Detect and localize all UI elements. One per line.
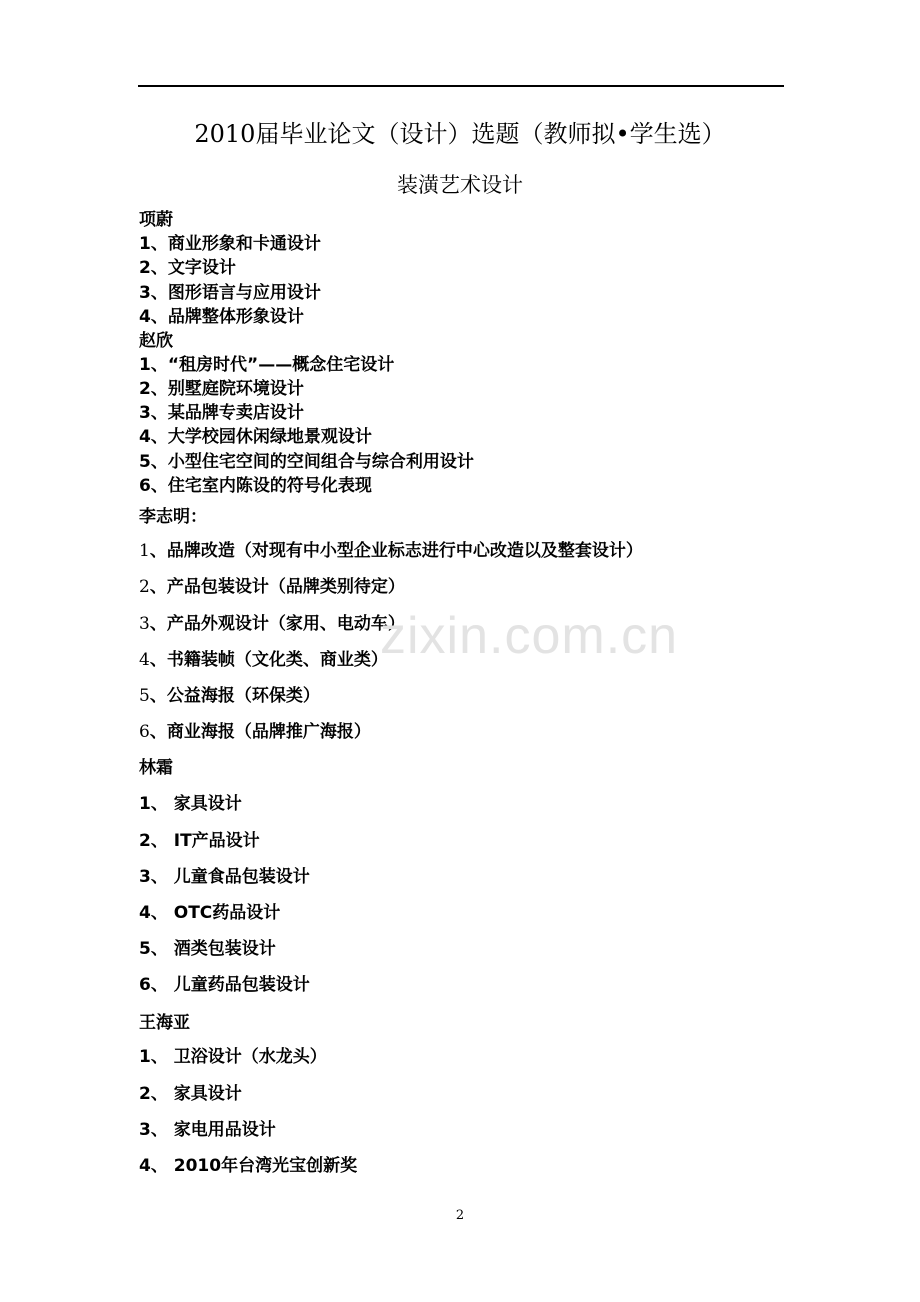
topic-item: 4、书籍装帧（文化类、商业类） [139, 650, 388, 670]
topic-item: 3、 儿童食品包装设计 [139, 867, 310, 887]
topic-item: 3、某品牌专卖店设计 [139, 403, 304, 423]
topic-item: 1、品牌改造（对现有中小型企业标志进行中心改造以及整套设计） [139, 541, 643, 561]
document-subtitle: 装潢艺术设计 [397, 173, 523, 197]
document-title: 2010届毕业论文（设计）选题（教师拟•学生选） [194, 120, 726, 148]
page-number: 2 [455, 1208, 465, 1223]
topic-item: 6、商业海报（品牌推广海报） [139, 722, 371, 742]
topic-item: 4、品牌整体形象设计 [139, 307, 304, 327]
teacher-name: 林霜 [139, 758, 173, 778]
topic-item: 2、产品包装设计（品牌类别待定） [139, 577, 405, 597]
teacher-name: 项蔚 [139, 210, 173, 230]
topic-item: 4、 OTC药品设计 [139, 903, 281, 923]
topic-item: 1、 卫浴设计（水龙头） [139, 1047, 327, 1067]
topic-item: 2、别墅庭院环境设计 [139, 379, 304, 399]
topic-item: 4、大学校园休闲绿地景观设计 [139, 427, 372, 447]
topic-item: 2、 IT产品设计 [139, 831, 260, 851]
topic-item: 6、 儿童药品包装设计 [139, 975, 310, 995]
watermark-logo: zixin.com.cn [380, 607, 679, 665]
topic-item: 6、住宅室内陈设的符号化表现 [139, 476, 372, 496]
topic-item: 1、“租房时代”——概念住宅设计 [139, 355, 395, 375]
topic-item: 3、图形语言与应用设计 [139, 283, 321, 303]
topic-item: 2、 家具设计 [139, 1084, 242, 1104]
teacher-name: 赵欣 [139, 331, 173, 351]
topic-item: 3、 家电用品设计 [139, 1120, 276, 1140]
topic-item: 1、 家具设计 [139, 794, 242, 814]
topic-item: 1、商业形象和卡通设计 [139, 234, 321, 254]
topic-item: 4、 2010年台湾光宝创新奖 [139, 1156, 358, 1176]
header-rule [138, 85, 784, 87]
topic-item: 5、公益海报（环保类） [139, 686, 320, 706]
teacher-name: 李志明： [139, 507, 207, 527]
topic-item: 2、文字设计 [139, 258, 236, 278]
topic-item: 5、小型住宅空间的空间组合与综合利用设计 [139, 452, 474, 472]
teacher-name: 王海亚 [139, 1013, 190, 1033]
topic-item: 3、产品外观设计（家用、电动车） [139, 614, 405, 634]
topic-item: 5、 酒类包装设计 [139, 939, 276, 959]
